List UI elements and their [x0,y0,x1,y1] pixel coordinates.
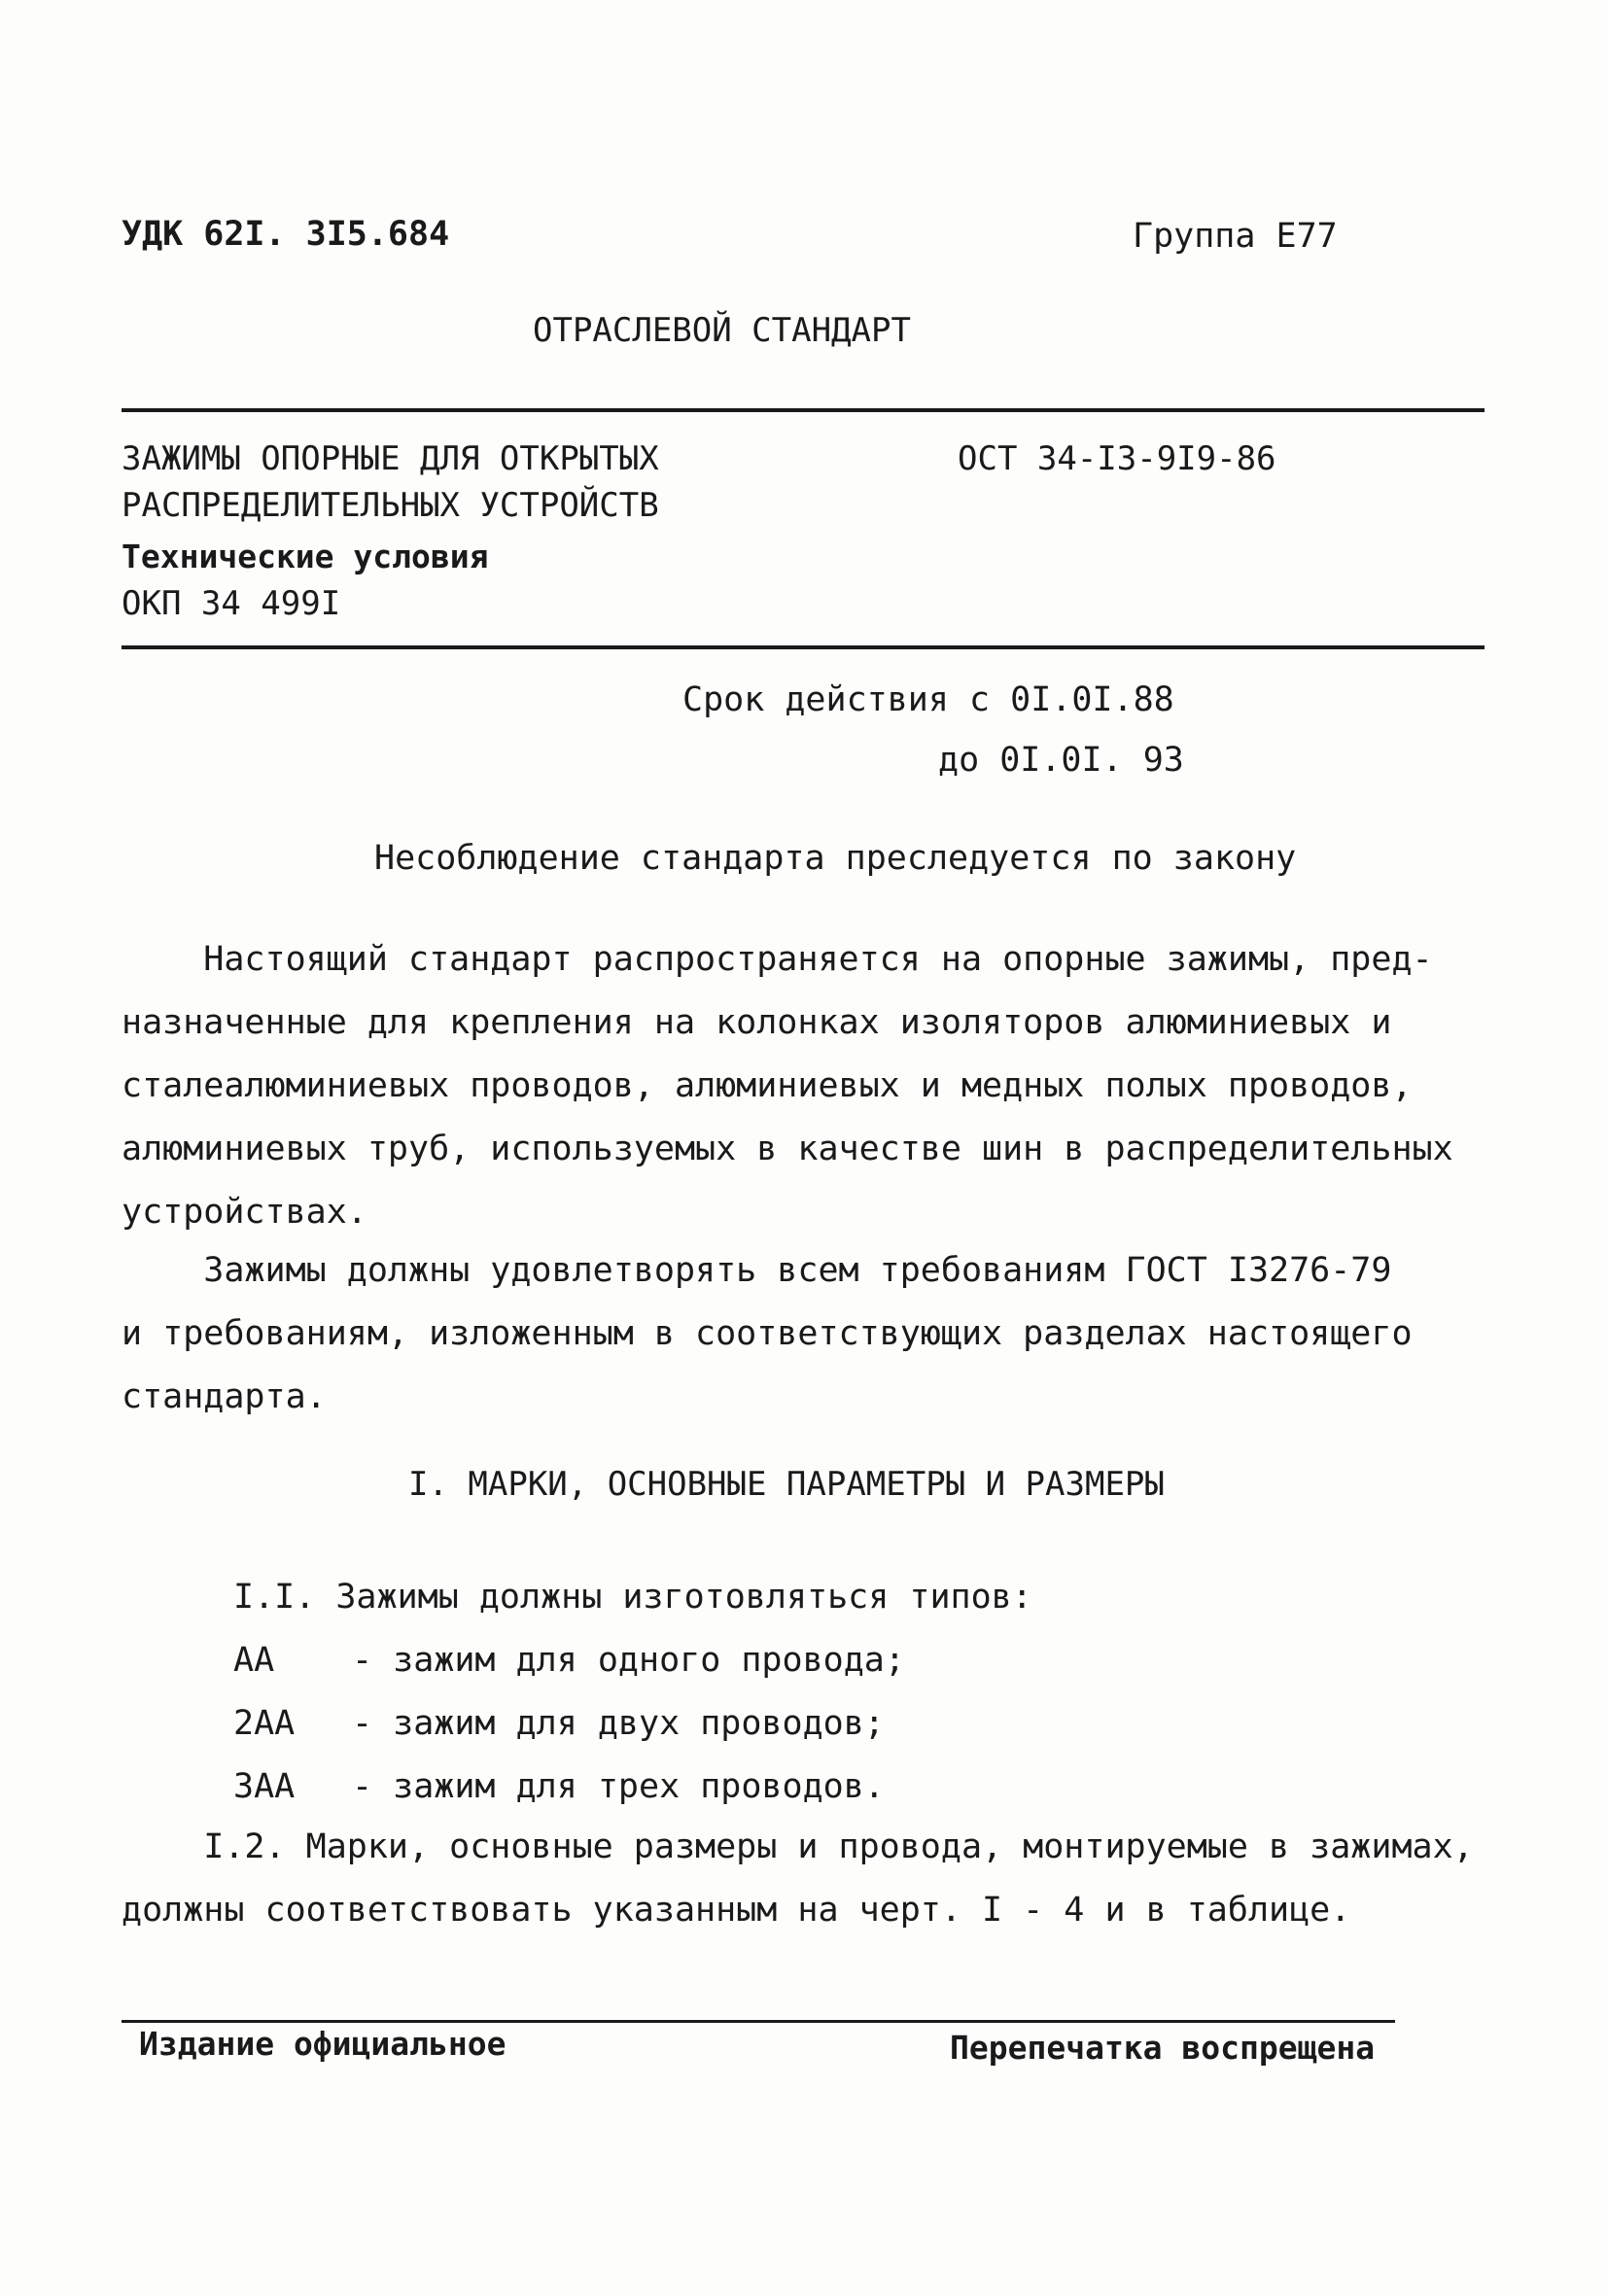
validity-to: до 0I.0I. 93 [938,741,1184,780]
validity-from: Срок действия с 0I.0I.88 [682,680,1174,719]
paragraph-line: и требованиям, изложенным в соответствующих разделах настоящего [122,1314,1413,1353]
paragraph-line: назначенные для крепления на колонках изоляторов алюминиевых и [122,1003,1392,1042]
udk-code: УДК 62I. 3I5.684 [122,215,450,254]
paragraph-line: алюминиевых труб, используемых в качестве шин в распределительных [122,1130,1453,1168]
group-label: Группа Е77 [1133,217,1338,256]
footer-rule [122,2020,1395,2023]
paragraph-line: Настоящий стандарт распространяется на опорные зажимы, пред- [122,940,1433,979]
paragraph-line: Зажимы должны удовлетворять всем требованиям ГОСТ I3276-79 [122,1251,1392,1290]
clause-1-1: I.I. Зажимы должны изготовляться типов: [233,1578,1032,1617]
paragraph-line: должны соответствовать указанным на черт. I - 4 и в таблице. [122,1891,1351,1930]
footer-left: Издание официальное [139,2025,507,2063]
intro-paragraph [122,928,1453,1244]
section-heading: I. МАРКИ, ОСНОВНЫЕ ПАРАМЕТРЫ И РАЗМЕРЫ [408,1465,1165,1504]
top-rule [122,408,1485,412]
type-desc: - зажим для трех проводов. [352,1767,885,1806]
title-line-2: РАСПРЕДЕЛИТЕЛЬНЫХ УСТРОЙСТВ [122,486,659,525]
title-line-1: ЗАЖИМЫ ОПОРНЫЕ ДЛЯ ОТКРЫТЫХ [122,439,659,478]
paragraph-line: стандарта. [122,1377,327,1416]
type-desc: - зажим для двух проводов; [352,1704,885,1743]
type-code: АА [233,1641,275,1680]
legal-notice: Несоблюдение стандарта преследуется по закону [374,839,1297,878]
requirements-paragraph [122,1239,1413,1429]
type-desc: - зажим для одного провода; [352,1641,905,1680]
type-code: 2АА [233,1704,296,1743]
subtitle: Технические условия [122,538,489,575]
bottom-rule [122,645,1485,649]
standard-type: ОТРАСЛЕВОЙ СТАНДАРТ [533,311,911,350]
clause-1-2 [122,1816,1474,1942]
type-code: 3АА [233,1767,296,1806]
paragraph-line: сталеалюминиевых проводов, алюминиевых и медных полых проводов, [122,1066,1413,1105]
standard-code: ОСТ 34-I3-9I9-86 [958,439,1276,478]
footer-right: Перепечатка воспрещена [950,2029,1376,2067]
paragraph-line: устройствах. [122,1193,367,1232]
paragraph-line: I.2. Марки, основные размеры и провода, монтируемые в зажимах, [122,1827,1474,1866]
okp-code: ОКП 34 499I [122,584,341,623]
